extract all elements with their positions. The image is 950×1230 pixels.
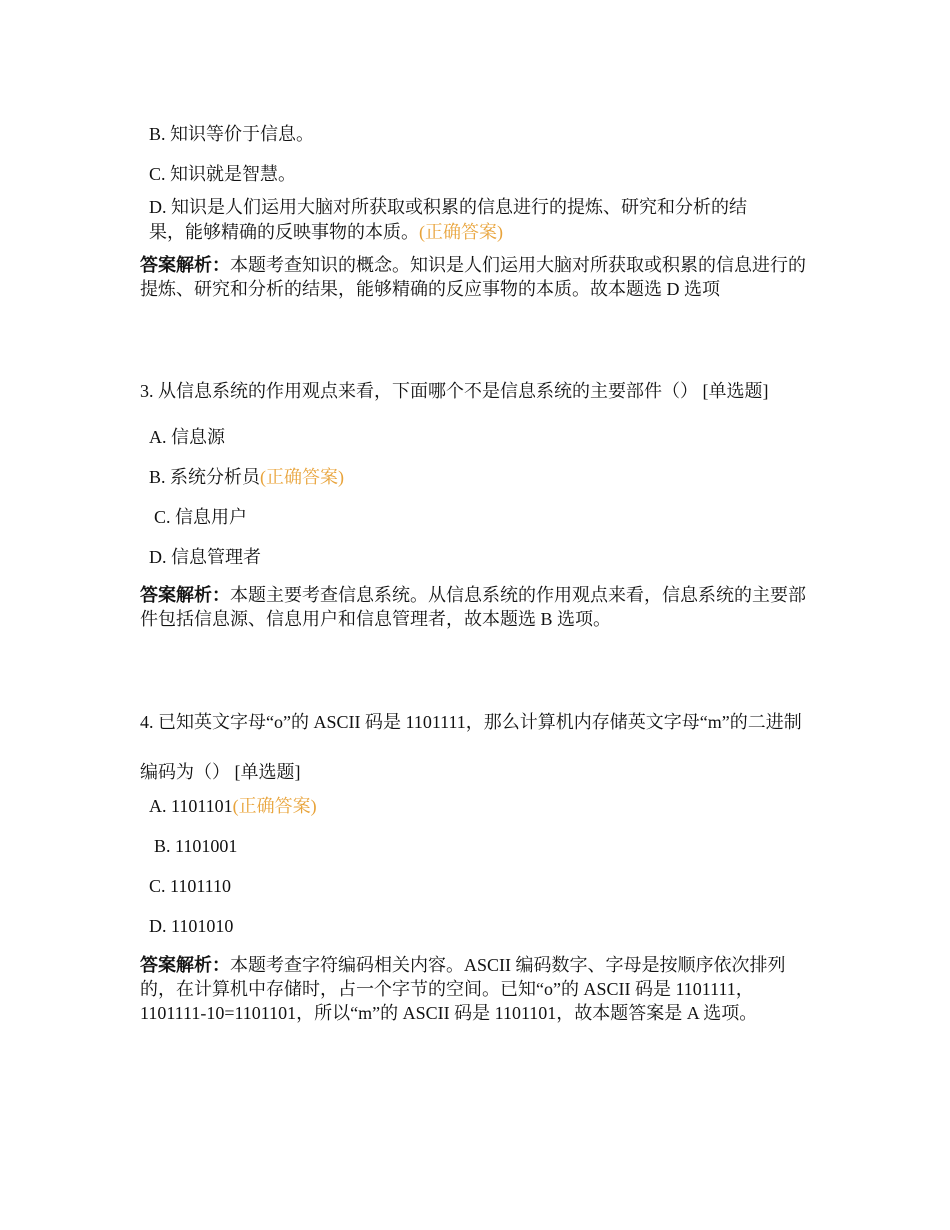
q3-option-a-text: A. 信息源	[149, 427, 225, 447]
q3-option-a	[149, 425, 225, 449]
q2-option-d-text-1: D. 知识是人们运用大脑对所获取或积累的信息进行的提炼、研究和分析的结	[149, 197, 747, 217]
q4-question	[140, 697, 816, 797]
q3-option-c-text: C. 信息用户	[154, 507, 248, 527]
q2-option-d-line2	[149, 220, 503, 244]
correct-answer-tag: (正确答案)	[260, 467, 345, 487]
q2-option-c	[149, 162, 296, 186]
q2-option-c-text: C. 知识就是智慧。	[149, 164, 297, 184]
correct-answer-tag: (正确答案)	[419, 222, 503, 242]
q4-explanation	[140, 953, 816, 1025]
explanation-label: 答案解析：	[140, 255, 230, 275]
q3-question-text: 3. 从信息系统的作用观点来看，下面哪个不是信息系统的主要部件（） [单选题]	[140, 381, 769, 401]
q3-explanation-text: 本题主要考查信息系统。从信息系统的作用观点来看，信息系统的主要部件包括信息源、信息用户和信息管理者，故本题选 B 选项。	[140, 585, 806, 629]
explanation-label: 答案解析：	[140, 955, 230, 975]
explanation-label: 答案解析：	[140, 585, 230, 605]
q4-question-text: 4. 已知英文字母“o”的 ASCII 码是 1101111，那么计算机内存储英文字母“m”的二进制编码为（） [单选题]	[140, 712, 802, 782]
q2-option-b	[149, 122, 314, 146]
q4-option-a-text: A. 1101101	[149, 796, 233, 816]
q2-explanation	[140, 253, 816, 301]
q3-option-b-text: B. 系统分析员	[149, 467, 261, 487]
q3-explanation	[140, 583, 816, 631]
q3-question	[140, 379, 769, 403]
q2-option-b-text: B. 知识等价于信息。	[149, 124, 315, 144]
q4-explanation-text: 本题考查字符编码相关内容。ASCII 编码数字、字母是按顺序依次排列的，在计算机中存储时，占一个字节的空间。已知“o”的 ASCII 码是 1101111，1101111-10=1101101，所以“m”的 ASCII 码是 1101101，故本题答案是 A 选项。	[140, 955, 786, 1023]
q4-option-c	[149, 874, 231, 898]
q4-option-c-text: C. 1101110	[149, 876, 232, 896]
q4-option-b-text: B. 1101001	[154, 836, 238, 856]
q3-option-c	[154, 505, 247, 529]
q2-option-d-line1	[149, 195, 747, 219]
correct-answer-tag: (正确答案)	[232, 796, 317, 816]
q3-option-d-text: D. 信息管理者	[149, 547, 261, 567]
q4-option-b	[154, 834, 237, 858]
q4-option-a	[149, 794, 317, 818]
q2-option-d-text-2: 果，能够精确的反映事物的本质。	[149, 222, 419, 242]
q4-option-d-text: D. 1101010	[149, 916, 234, 936]
q2-explanation-text: 本题考查知识的概念。知识是人们运用大脑对所获取或积累的信息进行的提炼、研究和分析的结果，能够精确的反应事物的本质。故本题选 D 选项	[140, 255, 806, 299]
q4-option-d	[149, 914, 233, 938]
q3-option-d	[149, 545, 261, 569]
q3-option-b	[149, 465, 344, 489]
